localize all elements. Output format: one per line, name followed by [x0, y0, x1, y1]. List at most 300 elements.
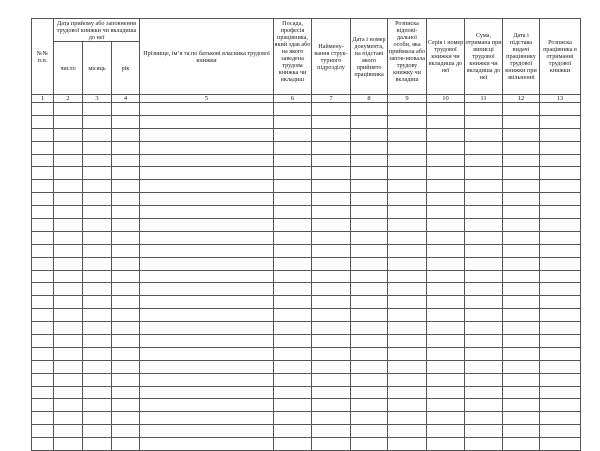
ledger-row: [32, 206, 581, 219]
ledger-cell: [427, 386, 465, 399]
ledger-cell: [312, 360, 351, 373]
ledger-cell: [503, 309, 540, 322]
ledger-cell: [388, 296, 427, 309]
ledger-cell: [274, 193, 312, 206]
ledger-cell: [388, 206, 427, 219]
ledger-cell: [388, 270, 427, 283]
ledger-cell: [351, 270, 388, 283]
ledger-cell: [83, 425, 112, 438]
ledger-row: [32, 347, 581, 360]
ledger-cell: [540, 438, 581, 451]
ledger-cell: [388, 309, 427, 322]
ledger-cell: [274, 296, 312, 309]
ledger-cell: [465, 412, 503, 425]
ledger-cell: [83, 206, 112, 219]
ledger-cell: [140, 154, 274, 167]
column-number: 4: [112, 95, 140, 103]
ledger-cell: [503, 193, 540, 206]
ledger-cell: [54, 115, 83, 128]
ledger-cell: [140, 360, 274, 373]
ledger-row: [32, 322, 581, 335]
ledger-cell: [351, 399, 388, 412]
ledger-cell: [54, 283, 83, 296]
ledger-cell: [32, 231, 54, 244]
ledger-cell: [83, 180, 112, 193]
ledger-cell: [54, 335, 83, 348]
ledger-cell: [312, 219, 351, 232]
ledger-cell: [465, 347, 503, 360]
ledger-cell: [83, 154, 112, 167]
ledger-cell: [351, 425, 388, 438]
ledger-cell: [540, 128, 581, 141]
ledger-row: [32, 180, 581, 193]
ledger-cell: [140, 180, 274, 193]
header-book-series: Серія і номер трудової книжки чи вкладиша до неї: [427, 19, 465, 95]
ledger-row: [32, 373, 581, 386]
ledger-cell: [112, 412, 140, 425]
ledger-cell: [465, 373, 503, 386]
ledger-row: [32, 141, 581, 154]
ledger-cell: [503, 154, 540, 167]
ledger-cell: [427, 128, 465, 141]
ledger-cell: [140, 309, 274, 322]
ledger-cell: [427, 438, 465, 451]
ledger-cell: [388, 103, 427, 116]
ledger-cell: [388, 167, 427, 180]
ledger-cell: [465, 115, 503, 128]
ledger-cell: [503, 231, 540, 244]
ledger-cell: [312, 244, 351, 257]
ledger-cell: [312, 438, 351, 451]
ledger-cell: [540, 283, 581, 296]
ledger-cell: [351, 167, 388, 180]
column-number: 12: [503, 95, 540, 103]
ledger-cell: [351, 373, 388, 386]
ledger-cell: [540, 373, 581, 386]
ledger-cell: [54, 425, 83, 438]
ledger-cell: [32, 399, 54, 412]
ledger-row: [32, 167, 581, 180]
ledger-cell: [140, 167, 274, 180]
ledger-cell: [54, 347, 83, 360]
column-number: 7: [312, 95, 351, 103]
ledger-cell: [140, 128, 274, 141]
ledger-cell: [274, 425, 312, 438]
ledger-cell: [312, 141, 351, 154]
ledger-cell: [112, 257, 140, 270]
header-owner-name: Прізвище, ім’я та по батькові власника трудової книжки: [140, 19, 274, 95]
ledger-cell: [32, 425, 54, 438]
ledger-cell: [503, 373, 540, 386]
ledger-cell: [140, 270, 274, 283]
header-responsible-signature: Розписка відпові-дальної особи, яка приймала або запов-нювала трудову книжку чи вкладиш: [388, 19, 427, 95]
ledger-cell: [112, 360, 140, 373]
ledger-cell: [112, 386, 140, 399]
ledger-cell: [388, 373, 427, 386]
ledger-row: [32, 128, 581, 141]
ledger-cell: [140, 206, 274, 219]
ledger-cell: [388, 438, 427, 451]
ledger-cell: [32, 386, 54, 399]
ledger-cell: [465, 425, 503, 438]
ledger-cell: [427, 167, 465, 180]
ledger-cell: [503, 425, 540, 438]
ledger-cell: [83, 322, 112, 335]
ledger-cell: [465, 309, 503, 322]
ledger-row: [32, 386, 581, 399]
ledger-cell: [32, 438, 54, 451]
ledger-row: [32, 103, 581, 116]
ledger-cell: [112, 373, 140, 386]
ledger-cell: [388, 412, 427, 425]
ledger-cell: [274, 103, 312, 116]
ledger-cell: [503, 347, 540, 360]
ledger-cell: [274, 438, 312, 451]
ledger-cell: [540, 309, 581, 322]
ledger-cell: [351, 231, 388, 244]
ledger-cell: [112, 270, 140, 283]
ledger-cell: [465, 360, 503, 373]
ledger-row: [32, 412, 581, 425]
ledger-cell: [112, 347, 140, 360]
ledger-cell: [540, 206, 581, 219]
column-number: 3: [83, 95, 112, 103]
ledger-cell: [32, 115, 54, 128]
ledger-cell: [465, 270, 503, 283]
ledger-cell: [427, 180, 465, 193]
ledger-cell: [312, 335, 351, 348]
ledger-cell: [312, 386, 351, 399]
ledger-cell: [112, 244, 140, 257]
ledger-cell: [83, 399, 112, 412]
ledger-cell: [503, 167, 540, 180]
ledger-cell: [274, 154, 312, 167]
ledger-row: [32, 296, 581, 309]
ledger-cell: [312, 154, 351, 167]
ledger-cell: [274, 180, 312, 193]
ledger-cell: [112, 193, 140, 206]
ledger-cell: [540, 360, 581, 373]
ledger-cell: [503, 128, 540, 141]
ledger-cell: [140, 386, 274, 399]
ledger-cell: [140, 231, 274, 244]
ledger-cell: [32, 193, 54, 206]
header-date-group: Дата прийому або заповнення трудової книжки чи вкладиша до неї: [54, 19, 140, 42]
ledger-cell: [540, 167, 581, 180]
ledger-cell: [540, 244, 581, 257]
ledger-cell: [54, 231, 83, 244]
ledger-cell: [351, 154, 388, 167]
ledger-cell: [351, 244, 388, 257]
ledger-cell: [312, 167, 351, 180]
ledger-cell: [427, 360, 465, 373]
ledger-cell: [465, 103, 503, 116]
ledger-cell: [312, 257, 351, 270]
header-department: Наймену-вання струк-турного підрозділу: [312, 19, 351, 95]
ledger-cell: [54, 386, 83, 399]
ledger-cell: [140, 438, 274, 451]
ledger-cell: [312, 399, 351, 412]
ledger-cell: [465, 399, 503, 412]
ledger-cell: [540, 322, 581, 335]
ledger-cell: [312, 412, 351, 425]
ledger-cell: [32, 347, 54, 360]
ledger-cell: [312, 270, 351, 283]
ledger-cell: [274, 283, 312, 296]
ledger-cell: [54, 141, 83, 154]
ledger-cell: [388, 322, 427, 335]
ledger-cell: [427, 335, 465, 348]
ledger-cell: [112, 309, 140, 322]
ledger-cell: [112, 103, 140, 116]
ledger-row: [32, 219, 581, 232]
ledger-cell: [54, 399, 83, 412]
ledger-cell: [388, 425, 427, 438]
ledger-cell: [32, 360, 54, 373]
ledger-cell: [140, 115, 274, 128]
ledger-cell: [274, 128, 312, 141]
ledger-cell: [274, 360, 312, 373]
ledger-cell: [427, 322, 465, 335]
ledger-cell: [540, 257, 581, 270]
ledger-cell: [540, 412, 581, 425]
ledger-cell: [503, 386, 540, 399]
ledger-cell: [140, 141, 274, 154]
ledger-cell: [83, 270, 112, 283]
ledger-cell: [83, 335, 112, 348]
ledger-cell: [351, 180, 388, 193]
ledger-cell: [427, 296, 465, 309]
ledger-cell: [388, 193, 427, 206]
ledger-cell: [540, 193, 581, 206]
ledger-cell: [388, 386, 427, 399]
ledger-cell: [427, 412, 465, 425]
ledger-cell: [465, 257, 503, 270]
ledger-cell: [274, 115, 312, 128]
ledger-cell: [312, 296, 351, 309]
ledger-cell: [112, 231, 140, 244]
ledger-row: [32, 244, 581, 257]
ledger-cell: [274, 257, 312, 270]
ledger-cell: [274, 219, 312, 232]
ledger-cell: [351, 322, 388, 335]
ledger-cell: [54, 257, 83, 270]
column-number: 1: [32, 95, 54, 103]
column-number-row: [32, 95, 581, 103]
ledger-cell: [540, 180, 581, 193]
ledger-cell: [540, 231, 581, 244]
ledger-cell: [54, 128, 83, 141]
ledger-cell: [83, 115, 112, 128]
ledger-cell: [274, 206, 312, 219]
ledger-cell: [274, 347, 312, 360]
ledger-cell: [83, 219, 112, 232]
ledger-cell: [427, 244, 465, 257]
ledger-cell: [503, 438, 540, 451]
ledger-row: [32, 231, 581, 244]
ledger-cell: [32, 154, 54, 167]
ledger-body: [32, 103, 581, 451]
ledger-cell: [540, 347, 581, 360]
ledger-cell: [427, 283, 465, 296]
ledger-cell: [112, 438, 140, 451]
ledger-cell: [540, 399, 581, 412]
ledger-cell: [32, 257, 54, 270]
ledger-cell: [140, 219, 274, 232]
ledger-cell: [351, 283, 388, 296]
ledger-cell: [140, 244, 274, 257]
ledger-cell: [274, 270, 312, 283]
ledger-cell: [32, 412, 54, 425]
ledger-cell: [351, 386, 388, 399]
ledger-cell: [140, 335, 274, 348]
ledger-cell: [351, 335, 388, 348]
ledger-cell: [54, 309, 83, 322]
ledger-cell: [465, 283, 503, 296]
ledger-cell: [503, 103, 540, 116]
ledger-cell: [83, 412, 112, 425]
ledger-cell: [83, 373, 112, 386]
ledger-cell: [427, 103, 465, 116]
ledger-cell: [351, 141, 388, 154]
ledger-cell: [112, 115, 140, 128]
ledger-cell: [540, 115, 581, 128]
ledger-cell: [388, 115, 427, 128]
ledger-cell: [54, 360, 83, 373]
ledger-cell: [54, 244, 83, 257]
ledger-cell: [503, 270, 540, 283]
ledger-cell: [540, 141, 581, 154]
column-number: 9: [388, 95, 427, 103]
ledger-cell: [274, 335, 312, 348]
header-record-number: №№ п.п.: [32, 19, 54, 95]
ledger-cell: [112, 296, 140, 309]
ledger-cell: [83, 309, 112, 322]
header-document: Дата і номер документа, на підставі якого прийнято працівника: [351, 19, 388, 95]
ledger-cell: [465, 386, 503, 399]
ledger-cell: [465, 167, 503, 180]
ledger-cell: [32, 180, 54, 193]
ledger-cell: [465, 438, 503, 451]
ledger-cell: [540, 154, 581, 167]
ledger-cell: [140, 347, 274, 360]
ledger-cell: [503, 244, 540, 257]
column-number: 13: [540, 95, 581, 103]
ledger-cell: [312, 103, 351, 116]
ledger-cell: [83, 103, 112, 116]
ledger-cell: [32, 141, 54, 154]
ledger-cell: [112, 180, 140, 193]
ledger-cell: [274, 412, 312, 425]
ledger-cell: [465, 128, 503, 141]
ledger-cell: [32, 103, 54, 116]
header-amount: Сума, отримана при виписці трудової книжки чи вкладиша до неї: [465, 19, 503, 95]
ledger-cell: [540, 386, 581, 399]
header-employee-signature: Розписка працівника в отриманні трудової книжки: [540, 19, 581, 95]
ledger-cell: [503, 335, 540, 348]
ledger-cell: [312, 309, 351, 322]
ledger-cell: [427, 399, 465, 412]
ledger-cell: [112, 399, 140, 412]
ledger-cell: [540, 296, 581, 309]
ledger-cell: [274, 167, 312, 180]
header-issue-date: Дата і підстава видачі працівнику трудової книжки при звільненні: [503, 19, 540, 95]
column-number: 10: [427, 95, 465, 103]
ledger-cell: [54, 438, 83, 451]
ledger-cell: [388, 219, 427, 232]
ledger-cell: [312, 347, 351, 360]
ledger-cell: [54, 206, 83, 219]
ledger-cell: [140, 296, 274, 309]
ledger-cell: [140, 399, 274, 412]
ledger-cell: [83, 141, 112, 154]
ledger-cell: [83, 386, 112, 399]
ledger-cell: [32, 296, 54, 309]
ledger-cell: [427, 193, 465, 206]
ledger-cell: [274, 386, 312, 399]
ledger-cell: [54, 193, 83, 206]
ledger-cell: [83, 438, 112, 451]
ledger-cell: [32, 206, 54, 219]
ledger-cell: [140, 193, 274, 206]
ledger-cell: [83, 283, 112, 296]
ledger-cell: [388, 180, 427, 193]
ledger-cell: [54, 154, 83, 167]
ledger-cell: [83, 167, 112, 180]
ledger-cell: [465, 193, 503, 206]
ledger-cell: [140, 103, 274, 116]
ledger-cell: [351, 219, 388, 232]
ledger-cell: [54, 322, 83, 335]
ledger-row: [32, 438, 581, 451]
ledger-cell: [388, 231, 427, 244]
ledger-cell: [503, 283, 540, 296]
ledger-cell: [32, 270, 54, 283]
ledger-cell: [388, 244, 427, 257]
ledger-cell: [540, 219, 581, 232]
ledger-cell: [503, 180, 540, 193]
ledger-cell: [312, 128, 351, 141]
ledger-cell: [112, 283, 140, 296]
ledger-cell: [112, 128, 140, 141]
ledger-cell: [83, 244, 112, 257]
ledger-cell: [83, 296, 112, 309]
ledger-cell: [427, 115, 465, 128]
ledger-cell: [312, 322, 351, 335]
ledger-cell: [540, 103, 581, 116]
ledger-cell: [274, 399, 312, 412]
ledger-cell: [274, 373, 312, 386]
ledger-row: [32, 283, 581, 296]
ledger-cell: [112, 335, 140, 348]
ledger-cell: [112, 167, 140, 180]
ledger-cell: [351, 309, 388, 322]
ledger-cell: [465, 335, 503, 348]
ledger-cell: [427, 425, 465, 438]
ledger-cell: [388, 128, 427, 141]
ledger-cell: [140, 322, 274, 335]
ledger-cell: [312, 283, 351, 296]
ledger-cell: [351, 206, 388, 219]
ledger-cell: [351, 438, 388, 451]
ledger-cell: [312, 180, 351, 193]
ledger-cell: [388, 154, 427, 167]
ledger-cell: [427, 257, 465, 270]
ledger-row: [32, 360, 581, 373]
ledger-cell: [112, 154, 140, 167]
ledger-cell: [427, 154, 465, 167]
ledger-row: [32, 425, 581, 438]
